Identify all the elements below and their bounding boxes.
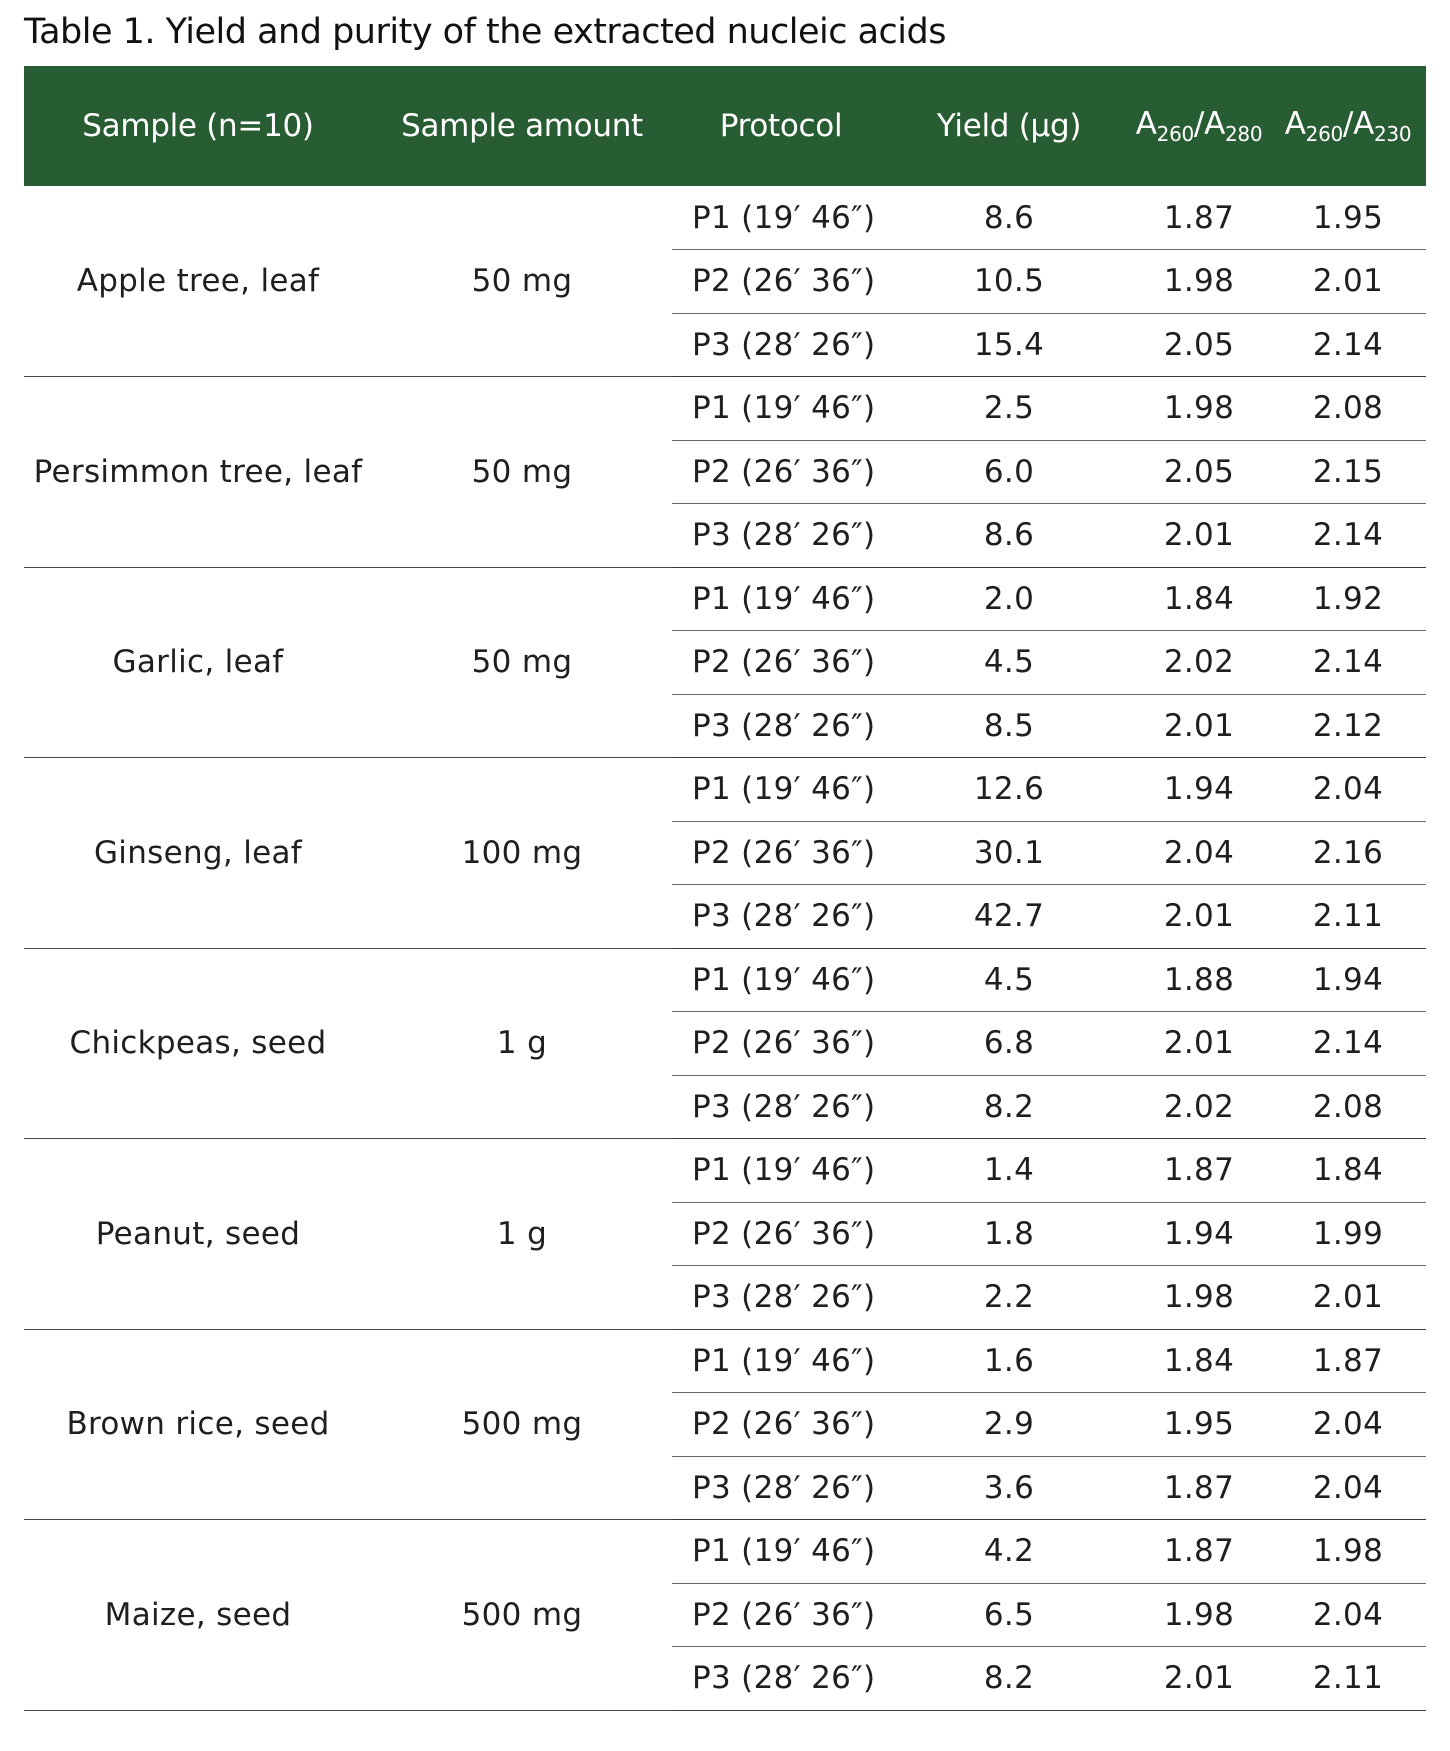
a260-a230-cell: 1.84	[1270, 1139, 1426, 1203]
a260-a230-cell: 2.14	[1270, 631, 1426, 695]
sample-name-cell: Persimmon tree, leaf	[24, 377, 372, 568]
yield-cell: 1.4	[890, 1139, 1128, 1203]
a260-a230-cell: 2.16	[1270, 821, 1426, 885]
table-caption: Table 1. Yield and purity of the extracted nucleic acids	[24, 12, 946, 52]
protocol-cell: P3 (28′ 26″)	[672, 504, 890, 568]
a260-a230-cell: 2.15	[1270, 440, 1426, 504]
header-sample: Sample (n=10)	[82, 108, 314, 144]
header-row	[24, 66, 1426, 186]
yield-cell: 8.2	[890, 1075, 1128, 1139]
sample-name-cell: Chickpeas, seed	[24, 948, 372, 1139]
protocol-cell: P3 (28′ 26″)	[672, 1266, 890, 1330]
header-yield: Yield (μg)	[936, 108, 1082, 144]
a260-a230-cell: 1.87	[1270, 1329, 1426, 1393]
header-a260-a280-sub2: 280	[1224, 122, 1263, 146]
yield-cell: 8.6	[890, 186, 1128, 250]
a260-a280-cell: 2.01	[1128, 885, 1270, 949]
sample-amount-cell: 100 mg	[372, 758, 672, 949]
header-a260-a280-slash: /A	[1193, 106, 1225, 142]
header-a260-a230-slash: /A	[1342, 106, 1374, 142]
sample-amount-cell: 500 mg	[372, 1520, 672, 1711]
protocol-cell: P1 (19′ 46″)	[672, 1329, 890, 1393]
yield-cell: 4.5	[890, 948, 1128, 1012]
sample-name-cell: Ginseng, leaf	[24, 758, 372, 949]
protocol-cell: P2 (26′ 36″)	[672, 440, 890, 504]
yield-cell: 4.5	[890, 631, 1128, 695]
sample-amount-cell: 1 g	[372, 1139, 672, 1330]
a260-a230-cell: 2.04	[1270, 1393, 1426, 1457]
yield-cell: 8.2	[890, 1647, 1128, 1711]
table-row	[24, 186, 1426, 250]
a260-a230-cell: 1.94	[1270, 948, 1426, 1012]
results-table	[24, 66, 1426, 1711]
a260-a230-cell: 2.04	[1270, 1456, 1426, 1520]
yield-cell: 2.0	[890, 567, 1128, 631]
table-row	[24, 1520, 1426, 1584]
protocol-cell: P1 (19′ 46″)	[672, 1139, 890, 1203]
protocol-cell: P2 (26′ 36″)	[672, 821, 890, 885]
header-a260-a280	[1128, 66, 1270, 186]
a260-a230-cell: 1.92	[1270, 567, 1426, 631]
a260-a280-cell: 1.98	[1128, 377, 1270, 441]
a260-a280-cell: 2.01	[1128, 1647, 1270, 1711]
protocol-cell: P2 (26′ 36″)	[672, 1012, 890, 1076]
a260-a230-cell: 2.11	[1270, 885, 1426, 949]
a260-a280-cell: 1.87	[1128, 1139, 1270, 1203]
header-a260-a230-sub2: 230	[1373, 122, 1412, 146]
protocol-cell: P2 (26′ 36″)	[672, 631, 890, 695]
a260-a230-cell: 1.98	[1270, 1520, 1426, 1584]
a260-a280-cell: 2.01	[1128, 694, 1270, 758]
a260-a280-cell: 2.02	[1128, 631, 1270, 695]
a260-a280-cell: 1.87	[1128, 186, 1270, 250]
table-body	[24, 186, 1426, 1710]
a260-a280-cell: 1.95	[1128, 1393, 1270, 1457]
a260-a230-cell: 2.11	[1270, 1647, 1426, 1711]
yield-cell: 10.5	[890, 250, 1128, 314]
protocol-cell: P2 (26′ 36″)	[672, 1393, 890, 1457]
yield-cell: 2.2	[890, 1266, 1128, 1330]
protocol-cell: P1 (19′ 46″)	[672, 758, 890, 822]
a260-a230-cell: 2.01	[1270, 250, 1426, 314]
a260-a280-cell: 1.98	[1128, 1583, 1270, 1647]
table-row	[24, 758, 1426, 822]
protocol-cell: P2 (26′ 36″)	[672, 1583, 890, 1647]
yield-cell: 30.1	[890, 821, 1128, 885]
a260-a230-cell: 2.04	[1270, 758, 1426, 822]
protocol-cell: P3 (28′ 26″)	[672, 1456, 890, 1520]
header-a260-a230-a: A	[1284, 106, 1306, 142]
yield-cell: 3.6	[890, 1456, 1128, 1520]
a260-a280-cell: 2.02	[1128, 1075, 1270, 1139]
a260-a280-cell: 2.05	[1128, 440, 1270, 504]
a260-a280-cell: 1.84	[1128, 1329, 1270, 1393]
a260-a230-cell: 2.12	[1270, 694, 1426, 758]
a260-a230-cell: 2.08	[1270, 377, 1426, 441]
header-protocol: Protocol	[719, 108, 843, 144]
header-a260-a230	[1270, 66, 1426, 186]
table-row	[24, 1139, 1426, 1203]
a260-a280-cell: 1.87	[1128, 1456, 1270, 1520]
a260-a280-cell: 1.87	[1128, 1520, 1270, 1584]
sample-amount-cell: 1 g	[372, 948, 672, 1139]
yield-cell: 1.6	[890, 1329, 1128, 1393]
protocol-cell: P1 (19′ 46″)	[672, 377, 890, 441]
yield-cell: 6.8	[890, 1012, 1128, 1076]
a260-a280-cell: 1.84	[1128, 567, 1270, 631]
sample-name-cell: Peanut, seed	[24, 1139, 372, 1330]
a260-a280-cell: 1.98	[1128, 250, 1270, 314]
a260-a280-cell: 2.04	[1128, 821, 1270, 885]
table-header	[24, 66, 1426, 186]
a260-a280-cell: 1.98	[1128, 1266, 1270, 1330]
a260-a230-cell: 2.14	[1270, 313, 1426, 377]
protocol-cell: P3 (28′ 26″)	[672, 885, 890, 949]
a260-a280-cell: 1.94	[1128, 1202, 1270, 1266]
a260-a230-cell: 2.01	[1270, 1266, 1426, 1330]
table-row	[24, 948, 1426, 1012]
sample-name-cell: Apple tree, leaf	[24, 186, 372, 377]
sample-name-cell: Maize, seed	[24, 1520, 372, 1711]
yield-cell: 12.6	[890, 758, 1128, 822]
a260-a230-cell: 2.14	[1270, 1012, 1426, 1076]
header-a260-a280-sub1: 260	[1156, 122, 1194, 146]
yield-cell: 2.9	[890, 1393, 1128, 1457]
protocol-cell: P1 (19′ 46″)	[672, 186, 890, 250]
a260-a230-cell: 1.99	[1270, 1202, 1426, 1266]
a260-a280-cell: 1.94	[1128, 758, 1270, 822]
protocol-cell: P1 (19′ 46″)	[672, 1520, 890, 1584]
sample-amount-cell: 50 mg	[372, 377, 672, 568]
protocol-cell: P1 (19′ 46″)	[672, 948, 890, 1012]
yield-cell: 42.7	[890, 885, 1128, 949]
table-row	[24, 1329, 1426, 1393]
protocol-cell: P3 (28′ 26″)	[672, 1647, 890, 1711]
yield-cell: 4.2	[890, 1520, 1128, 1584]
a260-a280-cell: 1.88	[1128, 948, 1270, 1012]
a260-a280-cell: 2.01	[1128, 504, 1270, 568]
yield-cell: 6.5	[890, 1583, 1128, 1647]
yield-cell: 1.8	[890, 1202, 1128, 1266]
protocol-cell: P3 (28′ 26″)	[672, 694, 890, 758]
protocol-cell: P2 (26′ 36″)	[672, 1202, 890, 1266]
a260-a230-cell: 2.08	[1270, 1075, 1426, 1139]
protocol-cell: P3 (28′ 26″)	[672, 313, 890, 377]
sample-amount-cell: 50 mg	[372, 186, 672, 377]
header-a260-a230-sub1: 260	[1305, 122, 1343, 146]
a260-a230-cell: 2.14	[1270, 504, 1426, 568]
yield-cell: 2.5	[890, 377, 1128, 441]
a260-a230-cell: 1.95	[1270, 186, 1426, 250]
header-amount: Sample amount	[401, 108, 643, 144]
yield-cell: 15.4	[890, 313, 1128, 377]
protocol-cell: P3 (28′ 26″)	[672, 1075, 890, 1139]
header-a260-a280-a: A	[1135, 106, 1157, 142]
yield-cell: 8.6	[890, 504, 1128, 568]
protocol-cell: P2 (26′ 36″)	[672, 250, 890, 314]
protocol-cell: P1 (19′ 46″)	[672, 567, 890, 631]
sample-name-cell: Brown rice, seed	[24, 1329, 372, 1520]
sample-name-cell: Garlic, leaf	[24, 567, 372, 758]
sample-amount-cell: 50 mg	[372, 567, 672, 758]
a260-a230-cell: 2.04	[1270, 1583, 1426, 1647]
table-row	[24, 377, 1426, 441]
a260-a280-cell: 2.05	[1128, 313, 1270, 377]
table-row	[24, 567, 1426, 631]
yield-cell: 8.5	[890, 694, 1128, 758]
a260-a280-cell: 2.01	[1128, 1012, 1270, 1076]
yield-cell: 6.0	[890, 440, 1128, 504]
sample-amount-cell: 500 mg	[372, 1329, 672, 1520]
